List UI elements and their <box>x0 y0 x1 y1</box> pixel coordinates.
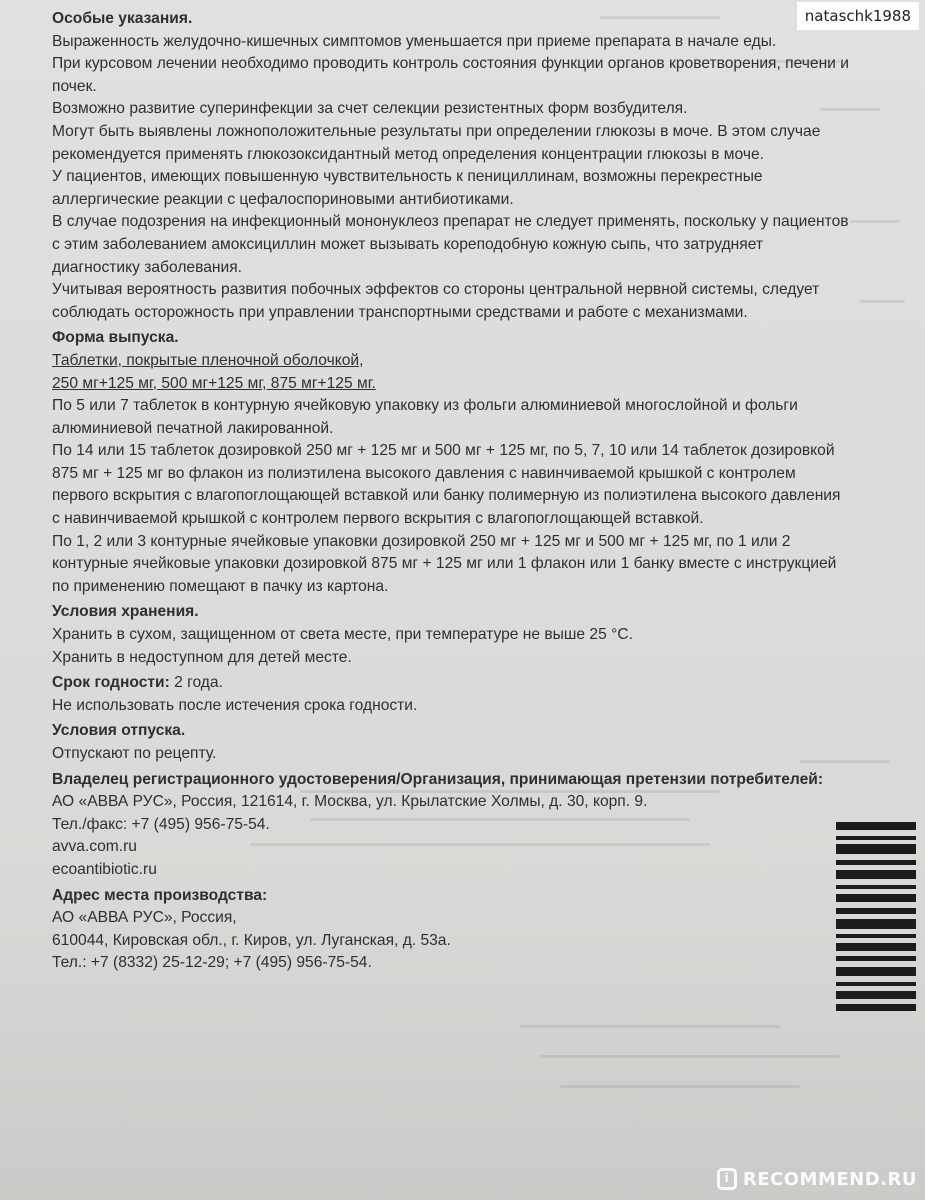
shelf-life-value: 2 года. <box>169 674 223 692</box>
section-heading-dispense: Условия отпуска. <box>52 722 186 740</box>
section-heading-form: Форма выпуска. <box>52 329 179 347</box>
form-dosage-line: 250 мг+125 мг, 500 мг+125 мг, 875 мг+125 мг. <box>52 374 376 392</box>
paragraph: Хранить в недоступном для детей месте. <box>52 648 352 666</box>
production-line: Тел.: +7 (8332) 25-12-29; +7 (495) 956-75-54. <box>52 954 372 972</box>
owner-site: avva.com.ru <box>52 838 137 856</box>
recommend-logo-icon: i <box>717 1168 737 1190</box>
production-line: АО «АВВА РУС», Россия, <box>52 909 237 927</box>
paragraph: Учитывая вероятность развития побочных эффектов со стороны центральной нервной системы, следует соблюдать осторожность при управлении транспортными средствами и работе с механизмами. <box>52 281 820 321</box>
paragraph: По 14 или 15 таблеток дозировкой 250 мг + 125 мг и 500 мг + 125 мг, по 5, 7, 10 или 14 таблеток дозировкой 875 мг + 125 мг во флакон из полиэтилена высокого давления с навинчиваемой крышкой с контролем первого вскрытия с влагопоглощающей вставкой или банку полимерную из полиэтилена высокого давления с навинчиваемой крышкой с контролем первого вскрытия с влагопоглощающей вставкой. <box>52 442 841 528</box>
paragraph: При курсовом лечении необходимо проводить контроль состояния функции органов кроветворения, печени и почек. <box>52 55 849 95</box>
section-heading-owner: Владелец регистрационного удостоверения/Организация, принимающая претензии потребителей: <box>52 770 824 788</box>
paragraph: Не использовать после истечения срока годности. <box>52 696 418 714</box>
paragraph: У пациентов, имеющих повышенную чувствительность к пенициллинам, возможны перекрестные аллергические реакции с цефалоспориновыми антибиотиками. <box>52 168 763 208</box>
paragraph: Отпускают по рецепту. <box>52 745 217 762</box>
watermark-text: RECOMMEND.RU <box>742 1168 917 1190</box>
barcode <box>836 822 916 1012</box>
form-line: Таблетки, покрытые пленочной оболочкой, <box>52 351 364 369</box>
paragraph: Выраженность желудочно-кишечных симптомов уменьшается при приеме препарата в начале еды. <box>52 32 777 50</box>
paragraph: По 1, 2 или 3 контурные ячейковые упаковки дозировкой 250 мг + 125 мг и 500 мг + 125 мг, по 1 или 2 контурные ячейковые упаковки дозировкой 875 мг + 125 мг или 1 флакон или 1 банку вместе с инструкцией по применению помещают в пачку из картона. <box>52 532 837 595</box>
owner-site: ecoantibiotic.ru <box>52 860 157 878</box>
shelf-life <box>52 672 852 695</box>
owner-phone: Тел./факс: +7 (495) 956-75-54. <box>52 815 270 833</box>
username-badge: nataschk1988 <box>797 2 919 30</box>
leaflet-text <box>52 8 852 975</box>
production-line: 610044, Кировская обл., г. Киров, ул. Луганская, д. 53а. <box>52 931 451 949</box>
paragraph: По 5 или 7 таблеток в контурную ячейковую упаковку из фольги алюминиевой многослойной и фольги алюминиевой печатной лакированной. <box>52 397 798 437</box>
paragraph: В случае подозрения на инфекционный мононуклеоз препарат не следует применять, поскольку у пациентов с этим заболеванием амоксициллин может вызывать кореподобную кожную сыпь, что затрудняет диагностику заболевания. <box>52 213 849 276</box>
shelf-life-label: Срок годности: <box>52 674 170 692</box>
owner-address: АО «АВВА РУС», Россия, 121614, г. Москва, ул. Крылатские Холмы, д. 30, корп. 9. <box>52 793 648 811</box>
section-heading-special: Особые указания. <box>52 10 193 27</box>
paragraph: Возможно развитие суперинфекции за счет селекции резистентных форм возбудителя. <box>52 100 688 118</box>
section-heading-storage: Условия хранения. <box>52 603 199 621</box>
watermark <box>717 1168 917 1190</box>
paragraph: Могут быть выявлены ложноположительные результаты при определении глюкозы в моче. В этом случае рекомендуется применять глюкозоксидантный метод определения концентрации глюкозы в моче. <box>52 122 821 163</box>
section-heading-production: Адрес места производства: <box>52 886 268 904</box>
paragraph: Хранить в сухом, защищенном от света месте, при температуре не выше 25 °С. <box>52 626 633 644</box>
